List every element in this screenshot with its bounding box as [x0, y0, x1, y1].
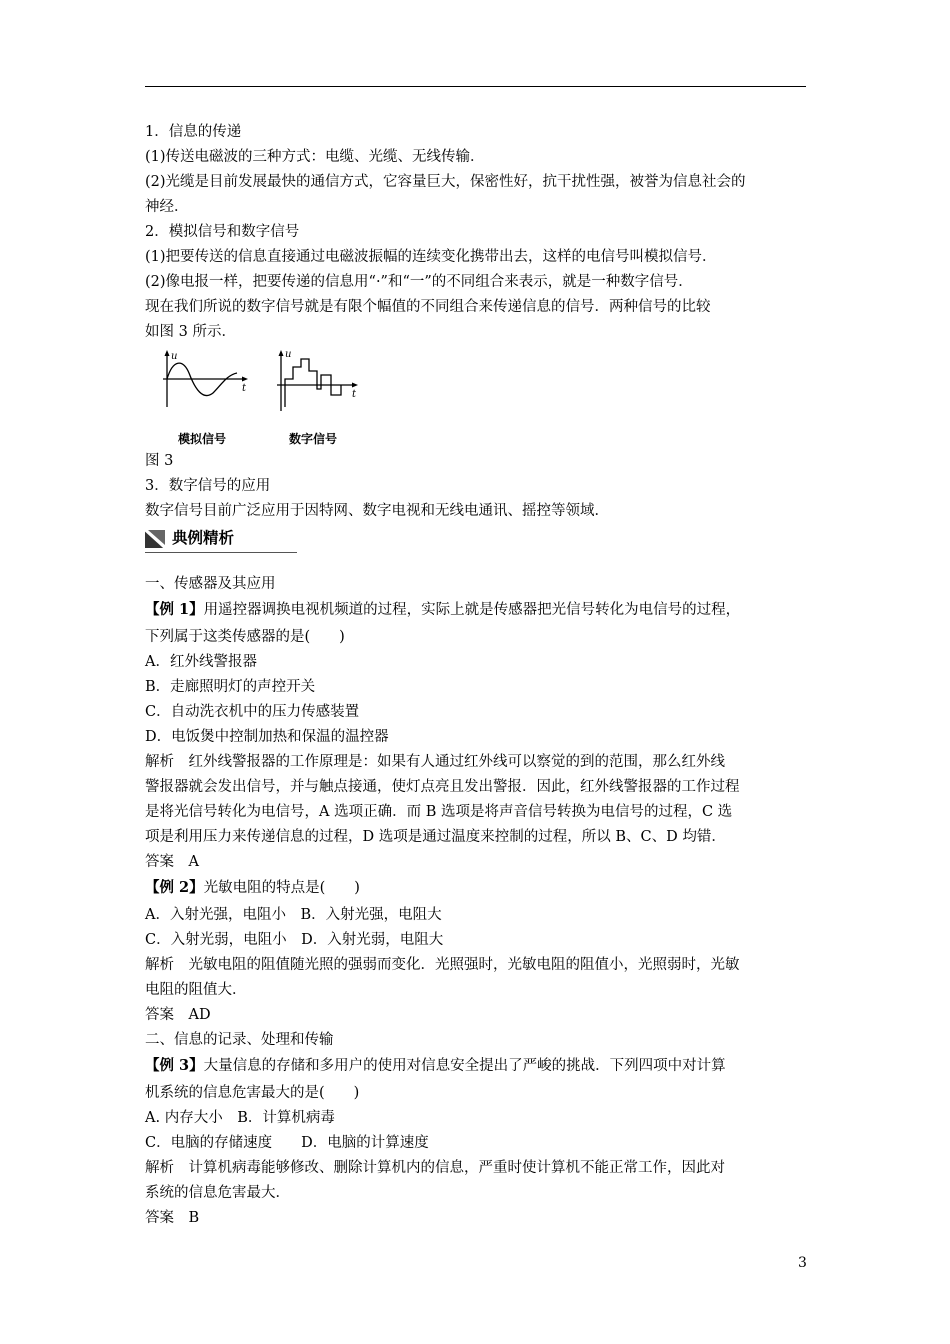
example-question	[145, 1053, 806, 1079]
option: C．自动洗衣机中的压力传感装置	[145, 704, 360, 720]
option: A．红外线警报器	[145, 654, 257, 670]
solution-text: 解析 光敏电阻的阻值随光照的强弱而变化．光照强时，光敏电阻的阻值小，光照弱时，光敏	[145, 957, 740, 973]
example-label: 【例 2】	[145, 879, 204, 896]
paragraph: (2)光缆是目前发展最快的通信方式，它容量巨大，保密性好，抗干扰性强，被誉为信息社会的	[145, 174, 746, 190]
paragraph: (1)把要传送的信息直接通过电磁波振幅的连续变化携带出去，这样的电信号叫模拟信号．	[145, 249, 717, 265]
example-label: 【例 3】	[145, 1057, 204, 1074]
examples-header	[145, 526, 806, 554]
paragraph: (2)像电报一样，把要传递的信息用“·”和“一”的不同组合来表示，就是一种数字信号．	[145, 274, 693, 290]
examples-header-underline	[145, 552, 297, 553]
digital-u-arrow	[279, 350, 284, 356]
section-title: 1．信息的传递	[145, 124, 242, 140]
analog-t-label: t	[242, 383, 247, 394]
solution-text: 项是利用压力来传递信息的过程，D 选项是通过温度来控制的过程，所以 B、C、D 均错．	[145, 829, 726, 845]
question-text: 用遥控器调换电视机频道的过程，实际上就是传感器把光信号转化为电信号的过程，	[203, 602, 741, 618]
digital-t-label: t	[352, 389, 357, 400]
digital-signal-label: 数字信号	[289, 432, 338, 446]
part-heading: 一、传感器及其应用	[145, 576, 276, 592]
example-label: 【例 1】	[145, 601, 204, 618]
answer: 答案 B	[145, 1210, 200, 1226]
header-marker-icon	[145, 530, 165, 548]
document-body	[145, 120, 806, 1231]
example-question	[145, 875, 806, 901]
paragraph: 如图 3 所示．	[145, 324, 236, 340]
examples-header-title: 典例精析	[172, 529, 235, 547]
option: A. 内存大小 B．计算机病毒	[145, 1110, 335, 1126]
paragraph: 数字信号目前广泛应用于因特网、数字电视和无线电通讯、摇控等领域．	[145, 503, 609, 519]
question-text: 下列属于这类传感器的是( )	[145, 629, 345, 645]
answer: 答案 AD	[145, 1007, 211, 1023]
signal-figure	[145, 349, 806, 449]
figure-caption: 图 3	[145, 453, 174, 469]
answer: 答案 A	[145, 854, 199, 870]
analog-signal-label: 模拟信号	[178, 432, 227, 446]
option: C．电脑的存储速度 D．电脑的计算速度	[145, 1135, 429, 1151]
page-number: 3	[798, 1255, 807, 1271]
analog-u-arrow	[165, 350, 170, 356]
solution-text: 电阻的阻值大．	[145, 982, 247, 998]
paragraph: 现在我们所说的数字信号就是有限个幅值的不同组合来传递信息的信号．两种信号的比较	[145, 299, 711, 315]
analog-u-label: u	[171, 351, 178, 362]
question-text: 大量信息的存储和多用户的使用对信息安全提出了严峻的挑战．下列四项中对计算	[203, 1058, 726, 1074]
solution-text: 警报器就会发出信号，并与触点接通，使灯点亮且发出警报．因此，红外线警报器的工作过程	[145, 779, 740, 795]
header-rule	[145, 86, 806, 87]
option: D．电饭煲中控制加热和保温的温控器	[145, 729, 389, 745]
solution-text: 是将光信号转化为电信号，A 选项正确．而 B 选项是将声音信号转换为电信号的过程，C 选	[145, 804, 733, 820]
analog-t-arrow	[242, 377, 248, 382]
digital-t-arrow	[352, 383, 358, 388]
digital-u-label: u	[285, 349, 292, 360]
option: B．走廊照明灯的声控开关	[145, 679, 316, 695]
paragraph: 神经．	[145, 199, 189, 215]
solution-text: 解析 计算机病毒能够修改、删除计算机内的信息，严重时使计算机不能正常工作，因此对	[145, 1160, 725, 1176]
example-question	[145, 597, 806, 623]
solution-text: 系统的信息危害最大．	[145, 1185, 290, 1201]
paragraph: (1)传送电磁波的三种方式：电缆、光缆、无线传输．	[145, 149, 485, 165]
part-heading: 二、信息的记录、处理和传输	[145, 1032, 334, 1048]
signal-diagram	[155, 349, 375, 427]
section-title: 3．数字信号的应用	[145, 478, 271, 494]
question-text: 机系统的信息危害最大的是( )	[145, 1085, 360, 1101]
option: A．入射光强，电阻小 B．入射光强，电阻大	[145, 907, 442, 923]
digital-wave	[285, 359, 341, 407]
question-text: 光敏电阻的特点是( )	[203, 880, 360, 896]
section-title: 2．模拟信号和数字信号	[145, 224, 300, 240]
option: C．入射光弱，电阻小 D．入射光弱，电阻大	[145, 932, 444, 948]
solution-text: 解析 红外线警报器的工作原理是：如果有人通过红外线可以察觉的到的范围，那么红外线	[145, 754, 725, 770]
